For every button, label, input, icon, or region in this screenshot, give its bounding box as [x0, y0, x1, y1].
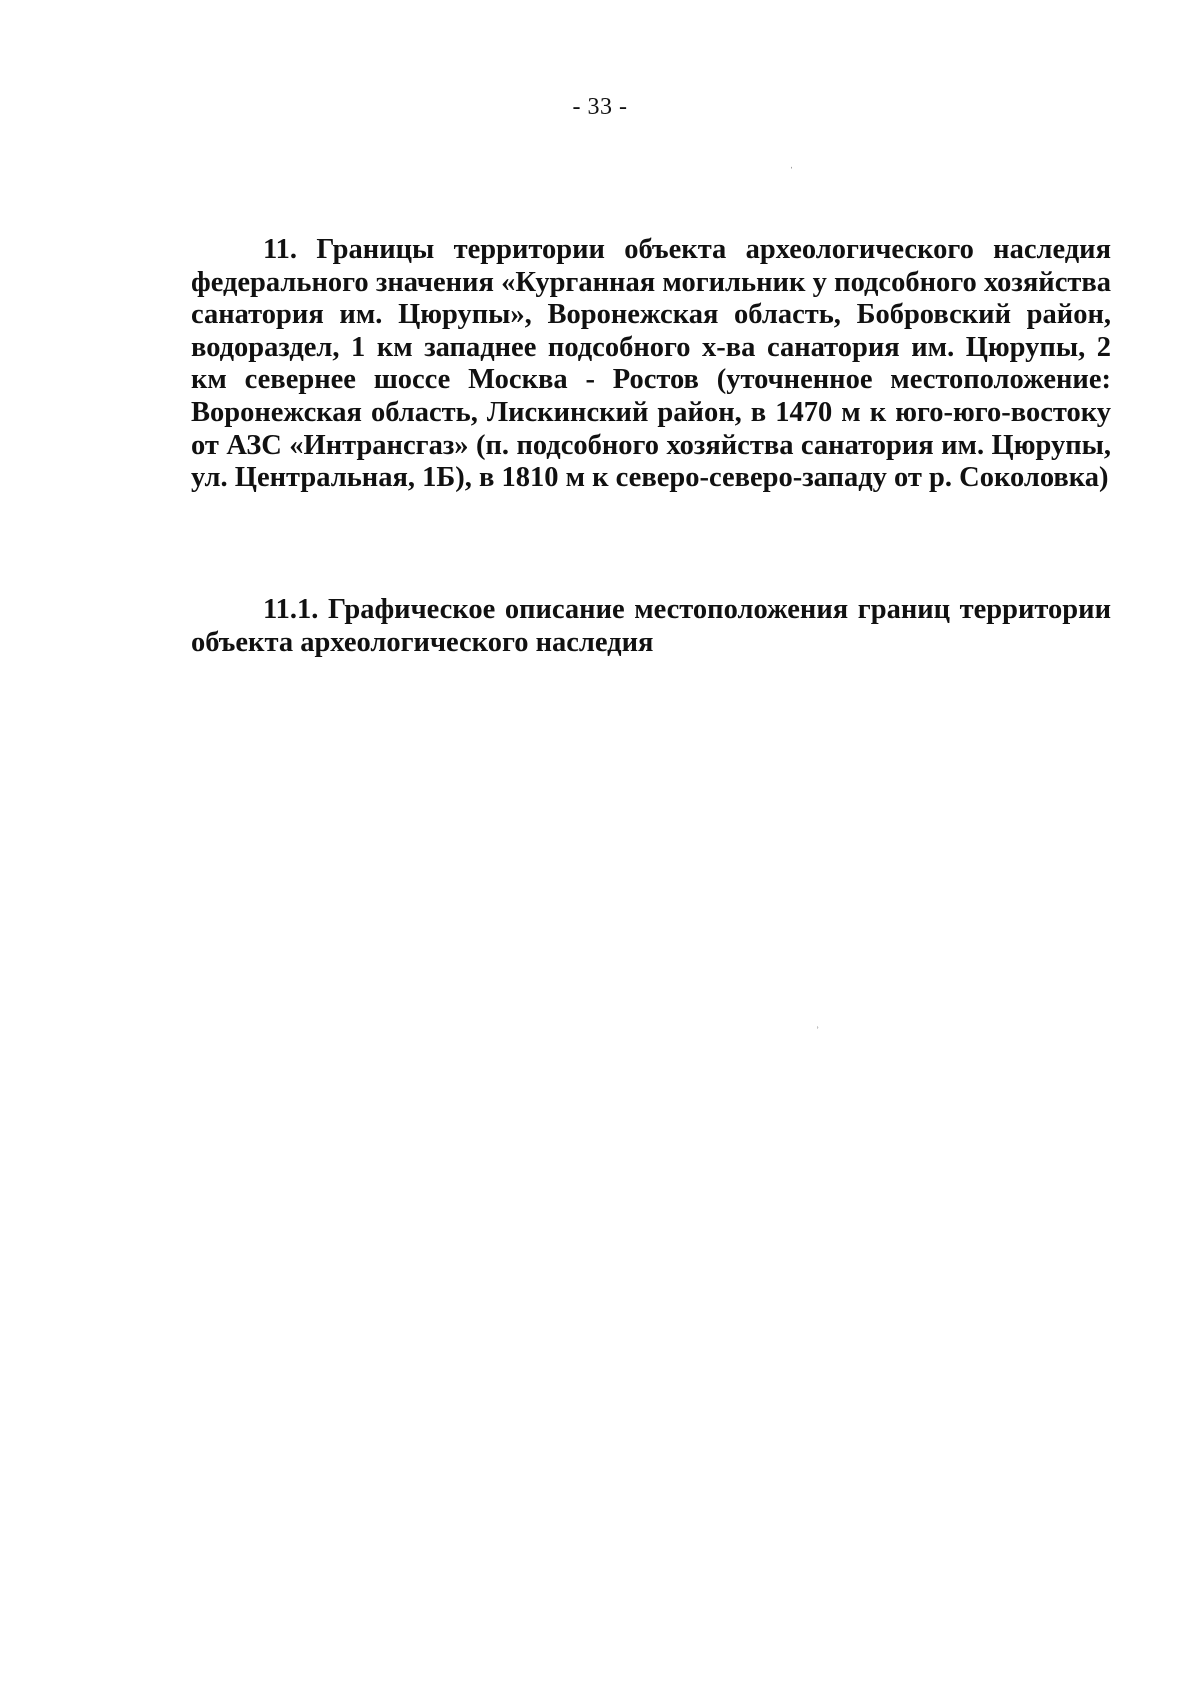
section-heading-boundaries: 11. Границы территории объекта археологического наследия федерального значения «Курганная могильник у подсобного хозяйства санатория им. Цюрупы», Воронежская область, Бобровский район, водораздел, 1 км западнее подсобного х-ва санатория им. Цюрупы, 2 км севернее шоссе Москва - Ростов (уточненное местоположение: Воронежская область, Лискинский район, в 1470 м к юго-юго-востоку от АЗС «Интрансгаз» (п. подсобного хозяйства санатория им. Цюрупы, ул. Центральная, 1Б), в 1810 м к северо-северо-западу от р. Соколовка): [191, 234, 1111, 494]
page-number: - 33 -: [572, 94, 628, 120]
scan-speck-top: ˈ: [790, 166, 794, 177]
section-heading-graphic-description: 11.1. Графическое описание местоположения границ территории объекта археологического наследия: [191, 594, 1111, 658]
scan-speck-middle: ʾ: [816, 1026, 820, 1037]
